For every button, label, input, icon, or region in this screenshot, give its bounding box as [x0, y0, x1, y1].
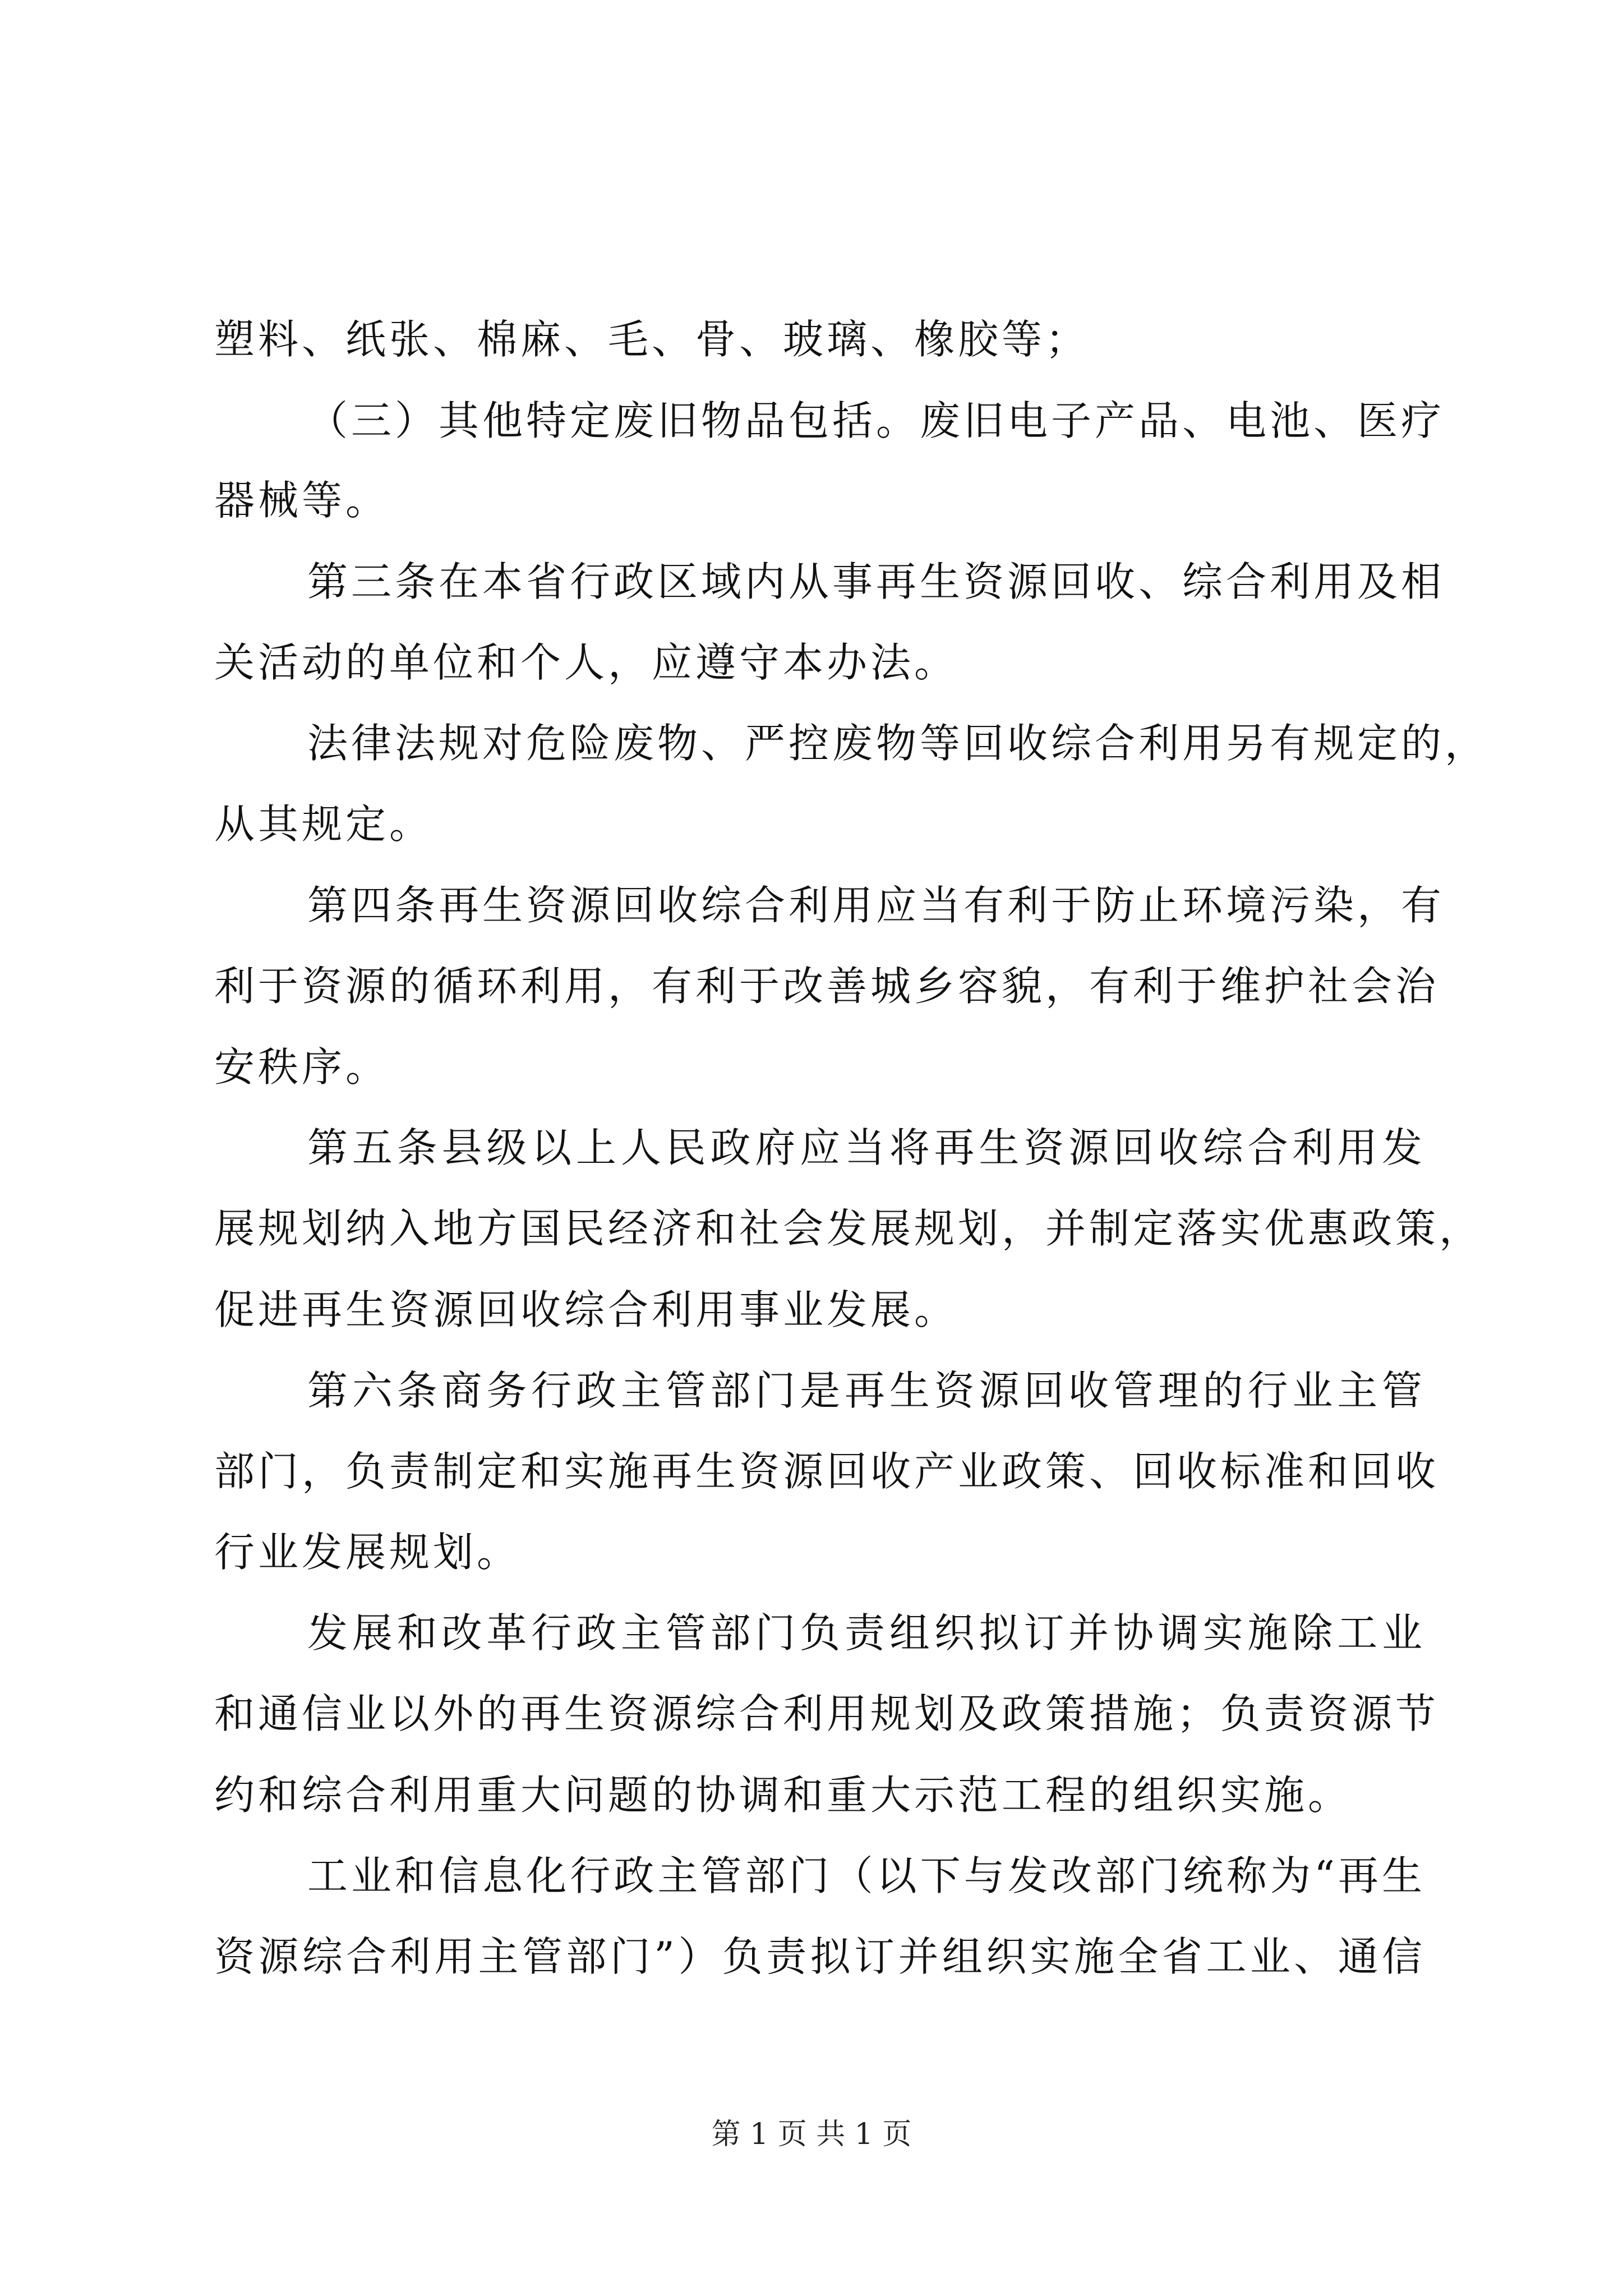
- text-line-4: 第三条在本省行政区域内从事再生资源回收、综合利用及相: [307, 558, 1445, 605]
- text-line-1: 塑料、纸张、棉麻、毛、骨、玻璃、橡胶等；: [214, 316, 1090, 363]
- text-line-9: 利于资源的循环利用，有利于改善城乡容貌，有利于维护社会治: [214, 963, 1440, 1010]
- text-line-18: 和通信业以外的再生资源综合利用规划及政策措施；负责资源节: [214, 1690, 1440, 1737]
- text-line-16: 行业发展规划。: [214, 1529, 521, 1576]
- text-line-8: 第四条再生资源回收综合利用应当有利于防止环境污染，有: [307, 882, 1445, 929]
- text-line-15: 部门，负责制定和实施再生资源回收产业政策、回收标准和回收: [214, 1448, 1440, 1495]
- text-line-13: 促进再生资源回收综合利用事业发展。: [214, 1286, 958, 1333]
- text-line-17: 发展和改革行政主管部门负责组织拟订并协调实施除工业: [307, 1609, 1426, 1657]
- text-line-7: 从其规定。: [214, 800, 434, 848]
- text-line-21: 资源综合利用主管部门”）负责拟订并组织实施全省工业、通信: [214, 1933, 1426, 1980]
- text-line-12: 展规划纳入地方国民经济和社会发展规划，并制定落实优惠政策，: [214, 1205, 1483, 1252]
- text-line-6: 法律法规对危险废物、严控废物等回收综合利用另有规定的，: [307, 720, 1489, 767]
- text-line-2: （三）其他特定废旧物品包括。废旧电子产品、电池、医疗: [307, 397, 1445, 444]
- text-line-19: 约和综合利用重大问题的协调和重大示范工程的组织实施。: [214, 1772, 1352, 1819]
- text-line-14: 第六条商务行政主管部门是再生资源回收管理的行业主管: [307, 1367, 1426, 1414]
- text-line-10: 安秩序。: [214, 1043, 390, 1091]
- text-line-20: 工业和信息化行政主管部门（以下与发改部门统称为“再生: [307, 1852, 1426, 1899]
- text-line-3: 器械等。: [214, 477, 390, 524]
- text-line-11: 第五条县级以上人民政府应当将再生资源回收综合利用发: [307, 1124, 1426, 1171]
- text-line-5: 关活动的单位和个人，应遵守本办法。: [214, 639, 958, 686]
- page-footer: 第 1 页 共 1 页: [711, 2118, 912, 2151]
